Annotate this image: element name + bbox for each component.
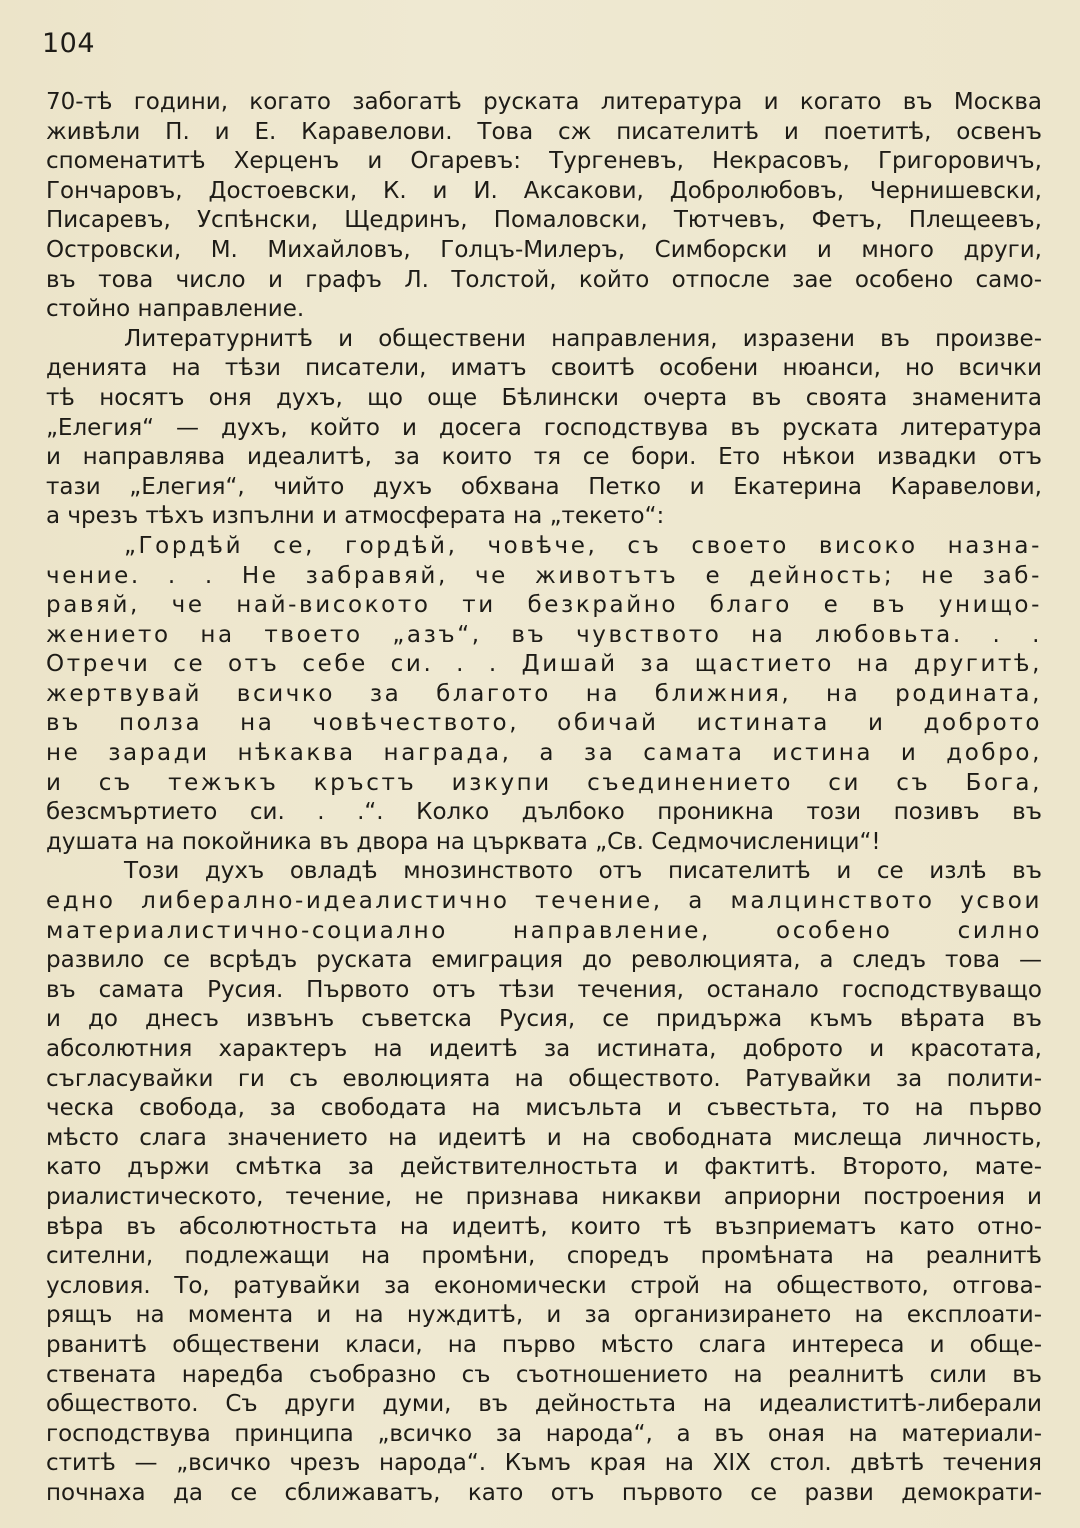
text-line: тази „Елегия“, чийто духъ обхвана Петко и Екатерина Каравелови,: [46, 473, 1042, 500]
text-line: денията на тѣзи писатели, иматъ своитѣ особени нюанси, но всички: [46, 355, 1042, 382]
text-line: ститѣ — „всичко чрезъ народа“. Къмъ края на XIX стол. двѣтѣ течения: [46, 1450, 1042, 1477]
text-line: Този духъ овладѣ мнозинството отъ писателитѣ и се излѣ въ: [124, 858, 1042, 885]
text-line: и до днесъ извънъ съветска Русия, се придържа къмъ вѣрата въ: [46, 1006, 1042, 1033]
text-line: рванитѣ обществени класи, на първо мѣсто слага интереса и обще-: [46, 1331, 1042, 1358]
text-line: жението на твоето „азъ“, въ чувството на любовьта. . .: [46, 621, 1042, 648]
text-line: не заради нѣкаква награда, а за самата истина и добро,: [46, 740, 1042, 767]
text-line: Отречи се отъ себе си. . . Дишай за щастието на другитѣ,: [46, 651, 1042, 678]
text-line: споменатитѣ Херценъ и Огаревъ: Тургеневъ, Некрасовъ, Григоровичъ,: [46, 148, 1042, 175]
text-line: равяй, че най-високото ти безкрайно благо е въ унищо-: [46, 592, 1042, 619]
body-text: [46, 88, 1042, 1509]
text-line: ствената наредба съобразно съ съотношението на реалнитѣ сили въ: [46, 1361, 1042, 1388]
text-line: въ това число и графъ Л. Толстой, който отпосле зае особено само-: [46, 266, 1042, 293]
text-line: въ полза на човѣчеството, обичай истината и доброто: [46, 710, 1042, 737]
text-line: сителни, подлежащи на промѣни, споредъ промѣната на реалнитѣ: [46, 1243, 1042, 1270]
text-line: въ самата Русия. Първото отъ тѣзи течения, останало господствуващо: [46, 976, 1042, 1003]
text-line: почнаха да се сближаватъ, като отъ първото се разви демократи-: [46, 1479, 1042, 1506]
text-line: тѣ носятъ оня духъ, що още Бѣлински очерта въ своята знаменита: [46, 384, 1042, 411]
text-line: Гончаровъ, Достоевски, К. и И. Аксакови, Добролюбовъ, Чернишевски,: [46, 177, 1042, 204]
page-number: 104: [42, 28, 96, 59]
text-line: Литературнитѣ и обществени направления, изразени въ произве-: [124, 325, 1042, 352]
text-line: Писаревъ, Успѣнски, Щедринъ, Помаловски, Тютчевъ, Фетъ, Плещеевъ,: [46, 207, 1042, 234]
text-line: рящъ на момента и на нуждитѣ, и за организирането на експлоати-: [46, 1302, 1042, 1329]
text-line: ческа свобода, за свободата на мисъльта и съвестьта, то на първо: [46, 1095, 1042, 1122]
text-line: абсолютния характеръ на идеитѣ за истината, доброто и красотата,: [46, 1036, 1042, 1062]
text-line: риалистическото, течение, не признава никакви априорни построения и: [46, 1183, 1042, 1210]
text-line: съгласувайки ги съ еволюцията на обществото. Ратувайки за полити-: [46, 1065, 1042, 1092]
text-line: господствува принципа „всичко за народа“, а въ оная на материали-: [46, 1420, 1042, 1447]
text-line: „Гордѣй се, гордѣй, човѣче, съ своето високо назна-: [124, 532, 1042, 559]
text-line: обществото. Съ други думи, въ дейностьта на идеалиститѣ-либерали: [46, 1391, 1042, 1418]
text-line: и съ тежъкъ кръстъ изкупи съединението си съ Бога,: [46, 769, 1042, 796]
text-line: развило се всрѣдъ руската емиграция до революцията, а следъ това —: [46, 947, 1042, 974]
text-line: жертвувай всичко за благото на ближния, на родината,: [46, 680, 1042, 707]
text-line: живѣли П. и Е. Каравелови. Това сж писателитѣ и поетитѣ, освенъ: [46, 118, 1042, 145]
text-line: условия. То, ратувайки за економически строй на обществото, отгова-: [46, 1272, 1042, 1299]
text-line: мѣсто слага значението на идеитѣ и на свободната мислеща личность,: [46, 1124, 1042, 1151]
text-line: едно либерално-идеалистично течение, а малцинството усвои: [46, 888, 1042, 915]
text-line: 70-тѣ години, когато забогатѣ руската литература и когато въ Москва: [46, 89, 1042, 115]
text-line: душата на покойника въ двора на църквата „Св. Седмочисленици“!: [46, 828, 881, 855]
text-line: като държи смѣтка за действителностьта и фактитѣ. Второто, мате-: [46, 1154, 1042, 1181]
text-line: и направлява идеалитѣ, за които тя се бори. Ето нѣкои извадки отъ: [46, 444, 1042, 471]
text-line: Островски, М. Михайловъ, Голцъ-Милеръ, Симборски и много други,: [46, 236, 1042, 263]
text-line: „Елегия“ — духъ, който и досега господствува въ руската литература: [46, 414, 1042, 441]
text-line: безсмъртието си. . .“. Колко дълбоко проникна този позивъ въ: [46, 799, 1042, 826]
text-line: стойно направление.: [46, 296, 305, 323]
text-line: чение. . . Не забравяй, че животътъ е дейность; не заб-: [46, 562, 1042, 589]
text-line: а чрезъ тѣхъ изпълни и атмосферата на „текето“:: [46, 503, 665, 530]
text-line: вѣра въ абсолютностьта на идеитѣ, които тѣ възприематъ като отно-: [46, 1213, 1042, 1240]
text-line: материалистично-социално направление, особено силно: [46, 917, 1042, 944]
